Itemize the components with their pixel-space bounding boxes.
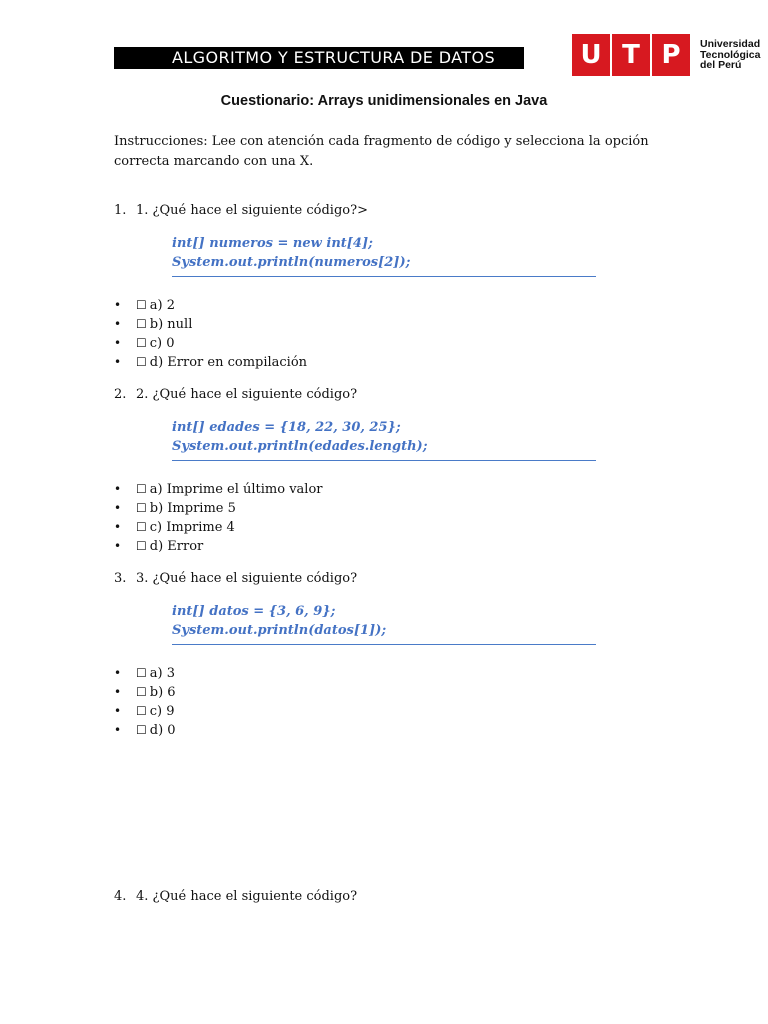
question-number: 1. — [114, 203, 127, 218]
university-name-line: Tecnológica — [700, 48, 761, 61]
question-text: 3. ¿Qué hace el siguiente código? — [136, 571, 358, 586]
bullet-icon: • — [114, 336, 122, 350]
utp-logo-mark — [572, 34, 690, 76]
question-text: 4. ¿Qué hace el siguiente código? — [136, 889, 358, 904]
logo-letter: P — [650, 34, 690, 76]
option-label: d) Error en compilación — [149, 355, 308, 370]
bullet-icon: • — [114, 298, 122, 312]
bullet-icon: • — [114, 501, 122, 515]
option-item — [114, 334, 307, 353]
option-label: c) 0 — [149, 336, 175, 351]
options-list-1 — [114, 296, 307, 372]
question-text: 2. ¿Qué hace el siguiente código? — [136, 387, 358, 402]
bullet-icon: • — [114, 317, 122, 331]
checkbox-icon[interactable]: ☐ — [136, 539, 147, 553]
utp-logo — [572, 34, 761, 76]
option-item — [114, 664, 176, 683]
option-item — [114, 702, 176, 721]
option-label: b) null — [149, 317, 193, 332]
checkbox-icon[interactable]: ☐ — [136, 704, 147, 718]
checkbox-icon[interactable]: ☐ — [136, 482, 147, 496]
checkbox-icon[interactable]: ☐ — [136, 336, 147, 350]
checkbox-icon[interactable]: ☐ — [136, 666, 147, 680]
code-block-1 — [172, 234, 596, 277]
option-label: d) Error — [149, 539, 204, 554]
checkbox-icon[interactable]: ☐ — [136, 723, 147, 737]
option-label: b) Imprime 5 — [149, 501, 236, 516]
question-number: 4. — [114, 889, 127, 904]
course-title-banner: ALGORITMO Y ESTRUCTURA DE DATOS — [114, 47, 524, 69]
option-item — [114, 683, 176, 702]
code-line: int[] datos = {3, 6, 9}; — [172, 604, 336, 619]
option-label: a) 3 — [149, 666, 175, 681]
option-item — [114, 518, 323, 537]
checkbox-icon[interactable]: ☐ — [136, 298, 147, 312]
bullet-icon: • — [114, 666, 122, 680]
option-label: d) 0 — [149, 723, 176, 738]
logo-letter: U — [580, 40, 602, 70]
bullet-icon: • — [114, 704, 122, 718]
option-label: c) Imprime 4 — [149, 520, 235, 535]
options-list-2 — [114, 480, 323, 556]
bullet-icon: • — [114, 539, 122, 553]
question-number: 2. — [114, 387, 127, 402]
option-label: a) Imprime el último valor — [149, 482, 323, 497]
document-title-text: Cuestionario: Arrays unidimensionales en Java — [220, 93, 548, 109]
option-item — [114, 499, 323, 518]
checkbox-icon[interactable]: ☐ — [136, 355, 147, 369]
checkbox-icon[interactable]: ☐ — [136, 501, 147, 515]
bullet-icon: • — [114, 482, 122, 496]
option-item — [114, 480, 323, 499]
question-text: 1. ¿Qué hace el siguiente código?> — [136, 203, 368, 218]
code-line: System.out.println(edades.length); — [172, 439, 428, 454]
option-item — [114, 721, 176, 740]
university-name — [700, 39, 768, 71]
checkbox-icon[interactable]: ☐ — [136, 685, 147, 699]
university-name-line: Universidad — [700, 38, 761, 50]
options-list-3 — [114, 664, 176, 740]
instructions-paragraph: Instrucciones: Lee con atención cada fragmento de código y selecciona la opción correcta marcando con una X. — [114, 134, 649, 169]
question-number: 3. — [114, 571, 127, 586]
option-item — [114, 315, 307, 334]
code-line: System.out.println(datos[1]); — [172, 623, 387, 638]
option-label: b) 6 — [149, 685, 176, 700]
checkbox-icon[interactable]: ☐ — [136, 520, 147, 534]
code-block-3 — [172, 602, 596, 645]
option-label: c) 9 — [149, 704, 175, 719]
checkbox-icon[interactable]: ☐ — [136, 317, 147, 331]
bullet-icon: • — [114, 723, 122, 737]
bullet-icon: • — [114, 520, 122, 534]
code-line: int[] edades = {18, 22, 30, 25}; — [172, 420, 401, 435]
bullet-icon: • — [114, 355, 122, 369]
logo-letter: T — [610, 34, 650, 76]
option-item — [114, 537, 323, 556]
university-name-line: del Perú — [700, 59, 742, 71]
code-line: System.out.println(numeros[2]); — [172, 255, 411, 270]
code-block-2 — [172, 418, 596, 461]
bullet-icon: • — [114, 685, 122, 699]
code-line: int[] numeros = new int[4]; — [172, 236, 373, 251]
option-label: a) 2 — [149, 298, 175, 313]
option-item — [114, 353, 307, 372]
option-item — [114, 296, 307, 315]
document-title — [0, 93, 768, 109]
